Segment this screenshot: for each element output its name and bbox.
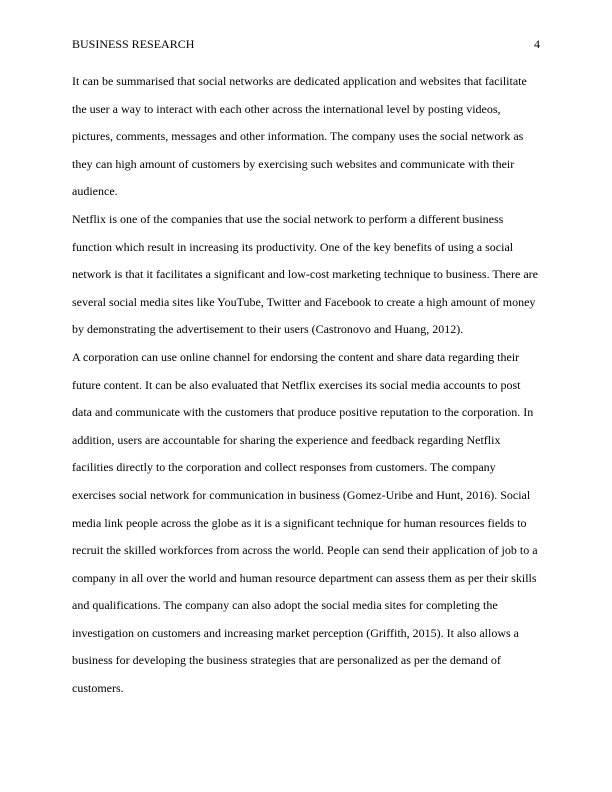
paragraph-2: Netflix is one of the companies that use the social network to perform a different business function which result in increasing its productivity. One of the key benefits of using a social network is that it facilitates a significant and low-cost marketing technique to business. There are several social media sites like YouTube, Twitter and Facebook to create a high amount of money by demonstrating the advertisement to their users (Castronovo and Huang, 2012). (72, 211, 538, 337)
paragraph-1: It can be summarised that social networks are dedicated application and websites that facilitate the user a way to interact with each other across the international level by posting videos, pictures, comments, messages and other information. The company uses the social network as they can high amount of customers by exercising such websites and communicate with their audience. (72, 74, 527, 199)
body-text (72, 68, 540, 703)
page-header (72, 36, 540, 52)
paragraph-3: A corporation can use online channel for endorsing the content and share data regarding their future content. It can be also evaluated that Netflix exercises its social media accounts to post data and communicate with the customers that produce positive reputation to the corporation. In addition, users are accountable for sharing the experience and feedback regarding Netflix facilities directly to the corporation and collect responses from customers. The company exercises social network for communication in business (Gomez-Uribe and Hunt, 2016). Social media link people across the globe as it is a significant technique for human resources fields to recruit the skilled workforces from across the world. People can send their application of job to a company in all over the world and human resource department can assess them as per their skills and qualifications. The company can also adopt the social media sites for completing the investigation on customers and increasing market perception (Griffith, 2015). It also allows a business for developing the business strategies that are personalized as per the demand of customers. (72, 349, 538, 696)
running-head: BUSINESS RESEARCH (72, 37, 195, 51)
page-number: 4 (534, 37, 540, 51)
